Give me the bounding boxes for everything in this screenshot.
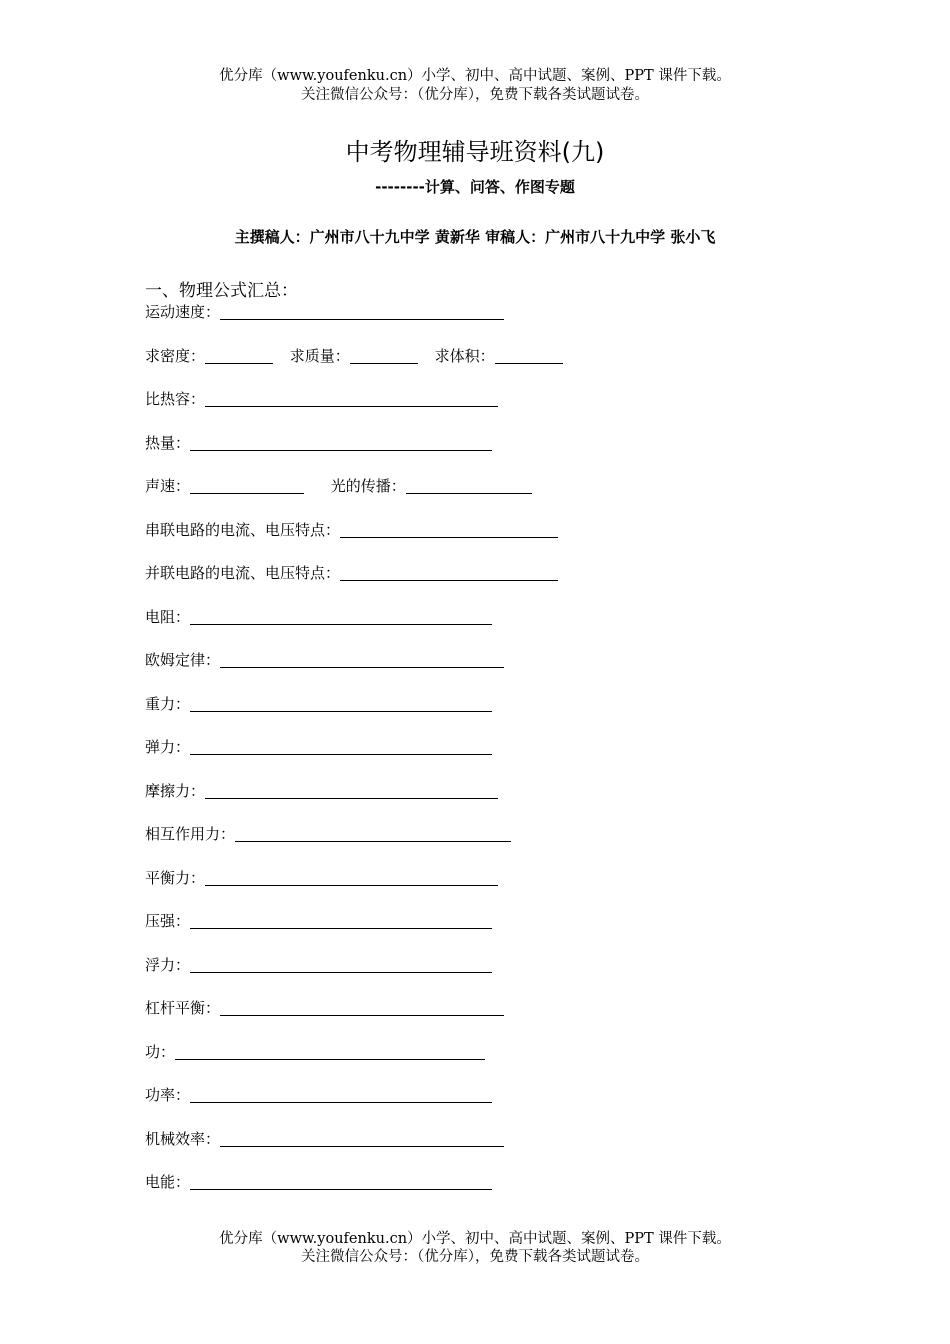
field-row-interaction [145, 823, 511, 845]
field-label-efficiency: 机械效率： [145, 1130, 221, 1148]
field-row-efficiency [145, 1128, 504, 1150]
field-row-balance [145, 867, 498, 889]
field-row-buoyancy [145, 954, 492, 976]
field-label-specific-heat: 比热容： [145, 390, 206, 408]
field-label-mass: 求质量： [289, 347, 350, 365]
field-row-sound-light [145, 475, 532, 497]
field-label-density: 求密度： [145, 347, 206, 365]
header-line-1: 优分库（www.youfenku.cn）小学、初中、高中试题、案例、PPT 课件下载。 [219, 68, 731, 84]
field-label-power: 功率： [145, 1086, 191, 1104]
field-row-parallel [145, 562, 558, 584]
field-row-elastic [145, 736, 492, 758]
field-row-series [145, 519, 558, 541]
answer-blank-speed[interactable] [220, 303, 504, 320]
answer-blank-density[interactable] [205, 347, 273, 364]
authors-line: 主撰稿人：广州市八十九中学 黄新华 审稿人：广州市八十九中学 张小飞 [234, 228, 716, 246]
field-label-work: 功： [145, 1043, 176, 1061]
field-row-gravity [145, 693, 492, 715]
answer-blank-volume[interactable] [495, 347, 563, 364]
answer-blank-series[interactable] [340, 521, 558, 538]
answer-blank-efficiency[interactable] [220, 1130, 504, 1147]
field-label-heat: 热量： [145, 434, 191, 452]
field-label-ohm: 欧姆定律： [145, 651, 221, 669]
field-row-pressure [145, 910, 492, 932]
field-label-volume: 求体积： [434, 347, 495, 365]
answer-blank-buoyancy[interactable] [190, 956, 492, 973]
field-label-sound-speed: 声速： [145, 477, 191, 495]
field-label-elastic: 弹力： [145, 738, 191, 756]
field-row-ohm [145, 649, 504, 671]
answer-blank-resistance[interactable] [190, 608, 492, 625]
field-label-energy: 电能： [145, 1173, 191, 1191]
answer-blank-work[interactable] [175, 1043, 485, 1060]
field-label-friction: 摩擦力： [145, 782, 206, 800]
answer-blank-light[interactable] [406, 477, 532, 494]
field-label-gravity: 重力： [145, 695, 191, 713]
answer-blank-elastic[interactable] [190, 738, 492, 755]
field-label-resistance: 电阻： [145, 608, 191, 626]
field-label-series: 串联电路的电流、电压特点： [145, 521, 341, 539]
answer-blank-parallel[interactable] [340, 564, 558, 581]
field-label-buoyancy: 浮力： [145, 956, 191, 974]
section-heading: 一、物理公式汇总： [145, 281, 298, 301]
field-label-speed: 运动速度： [145, 303, 221, 321]
field-row-speed [145, 301, 504, 323]
field-row-specific-heat [145, 388, 498, 410]
field-row-work [145, 1041, 485, 1063]
answer-blank-ohm[interactable] [220, 651, 504, 668]
answer-blank-balance[interactable] [205, 869, 498, 886]
field-row-resistance [145, 606, 492, 628]
field-label-balance: 平衡力： [145, 869, 206, 887]
footer-line-1: 优分库（www.youfenku.cn）小学、初中、高中试题、案例、PPT 课件下载。 [219, 1231, 731, 1247]
field-row-density-mass-volume [145, 345, 563, 367]
field-label-light: 光的传播： [330, 477, 406, 495]
document-title: 中考物理辅导班资料(九) [345, 138, 605, 166]
footer-line-2: 关注微信公众号：（优分库），免费下载各类试题试卷。 [301, 1249, 649, 1265]
field-label-parallel: 并联电路的电流、电压特点： [145, 564, 341, 582]
field-row-power [145, 1084, 492, 1106]
answer-blank-interaction[interactable] [235, 825, 511, 842]
answer-blank-lever[interactable] [220, 999, 504, 1016]
field-row-friction [145, 780, 498, 802]
field-row-lever [145, 997, 504, 1019]
field-label-interaction: 相互作用力： [145, 825, 236, 843]
answer-blank-mass[interactable] [350, 347, 418, 364]
answer-blank-friction[interactable] [205, 782, 498, 799]
field-row-energy [145, 1171, 492, 1193]
document-subtitle: --------计算、问答、作图专题 [375, 178, 575, 196]
answer-blank-specific-heat[interactable] [205, 390, 498, 407]
answer-blank-energy[interactable] [190, 1173, 492, 1190]
answer-blank-pressure[interactable] [190, 912, 492, 929]
answer-blank-heat[interactable] [190, 434, 492, 451]
header-line-2: 关注微信公众号：（优分库），免费下载各类试题试卷。 [301, 87, 649, 103]
answer-blank-power[interactable] [190, 1086, 492, 1103]
field-label-lever: 杠杆平衡： [145, 999, 221, 1017]
answer-blank-gravity[interactable] [190, 695, 492, 712]
answer-blank-sound-speed[interactable] [190, 477, 304, 494]
field-label-pressure: 压强： [145, 912, 191, 930]
field-row-heat [145, 432, 492, 454]
